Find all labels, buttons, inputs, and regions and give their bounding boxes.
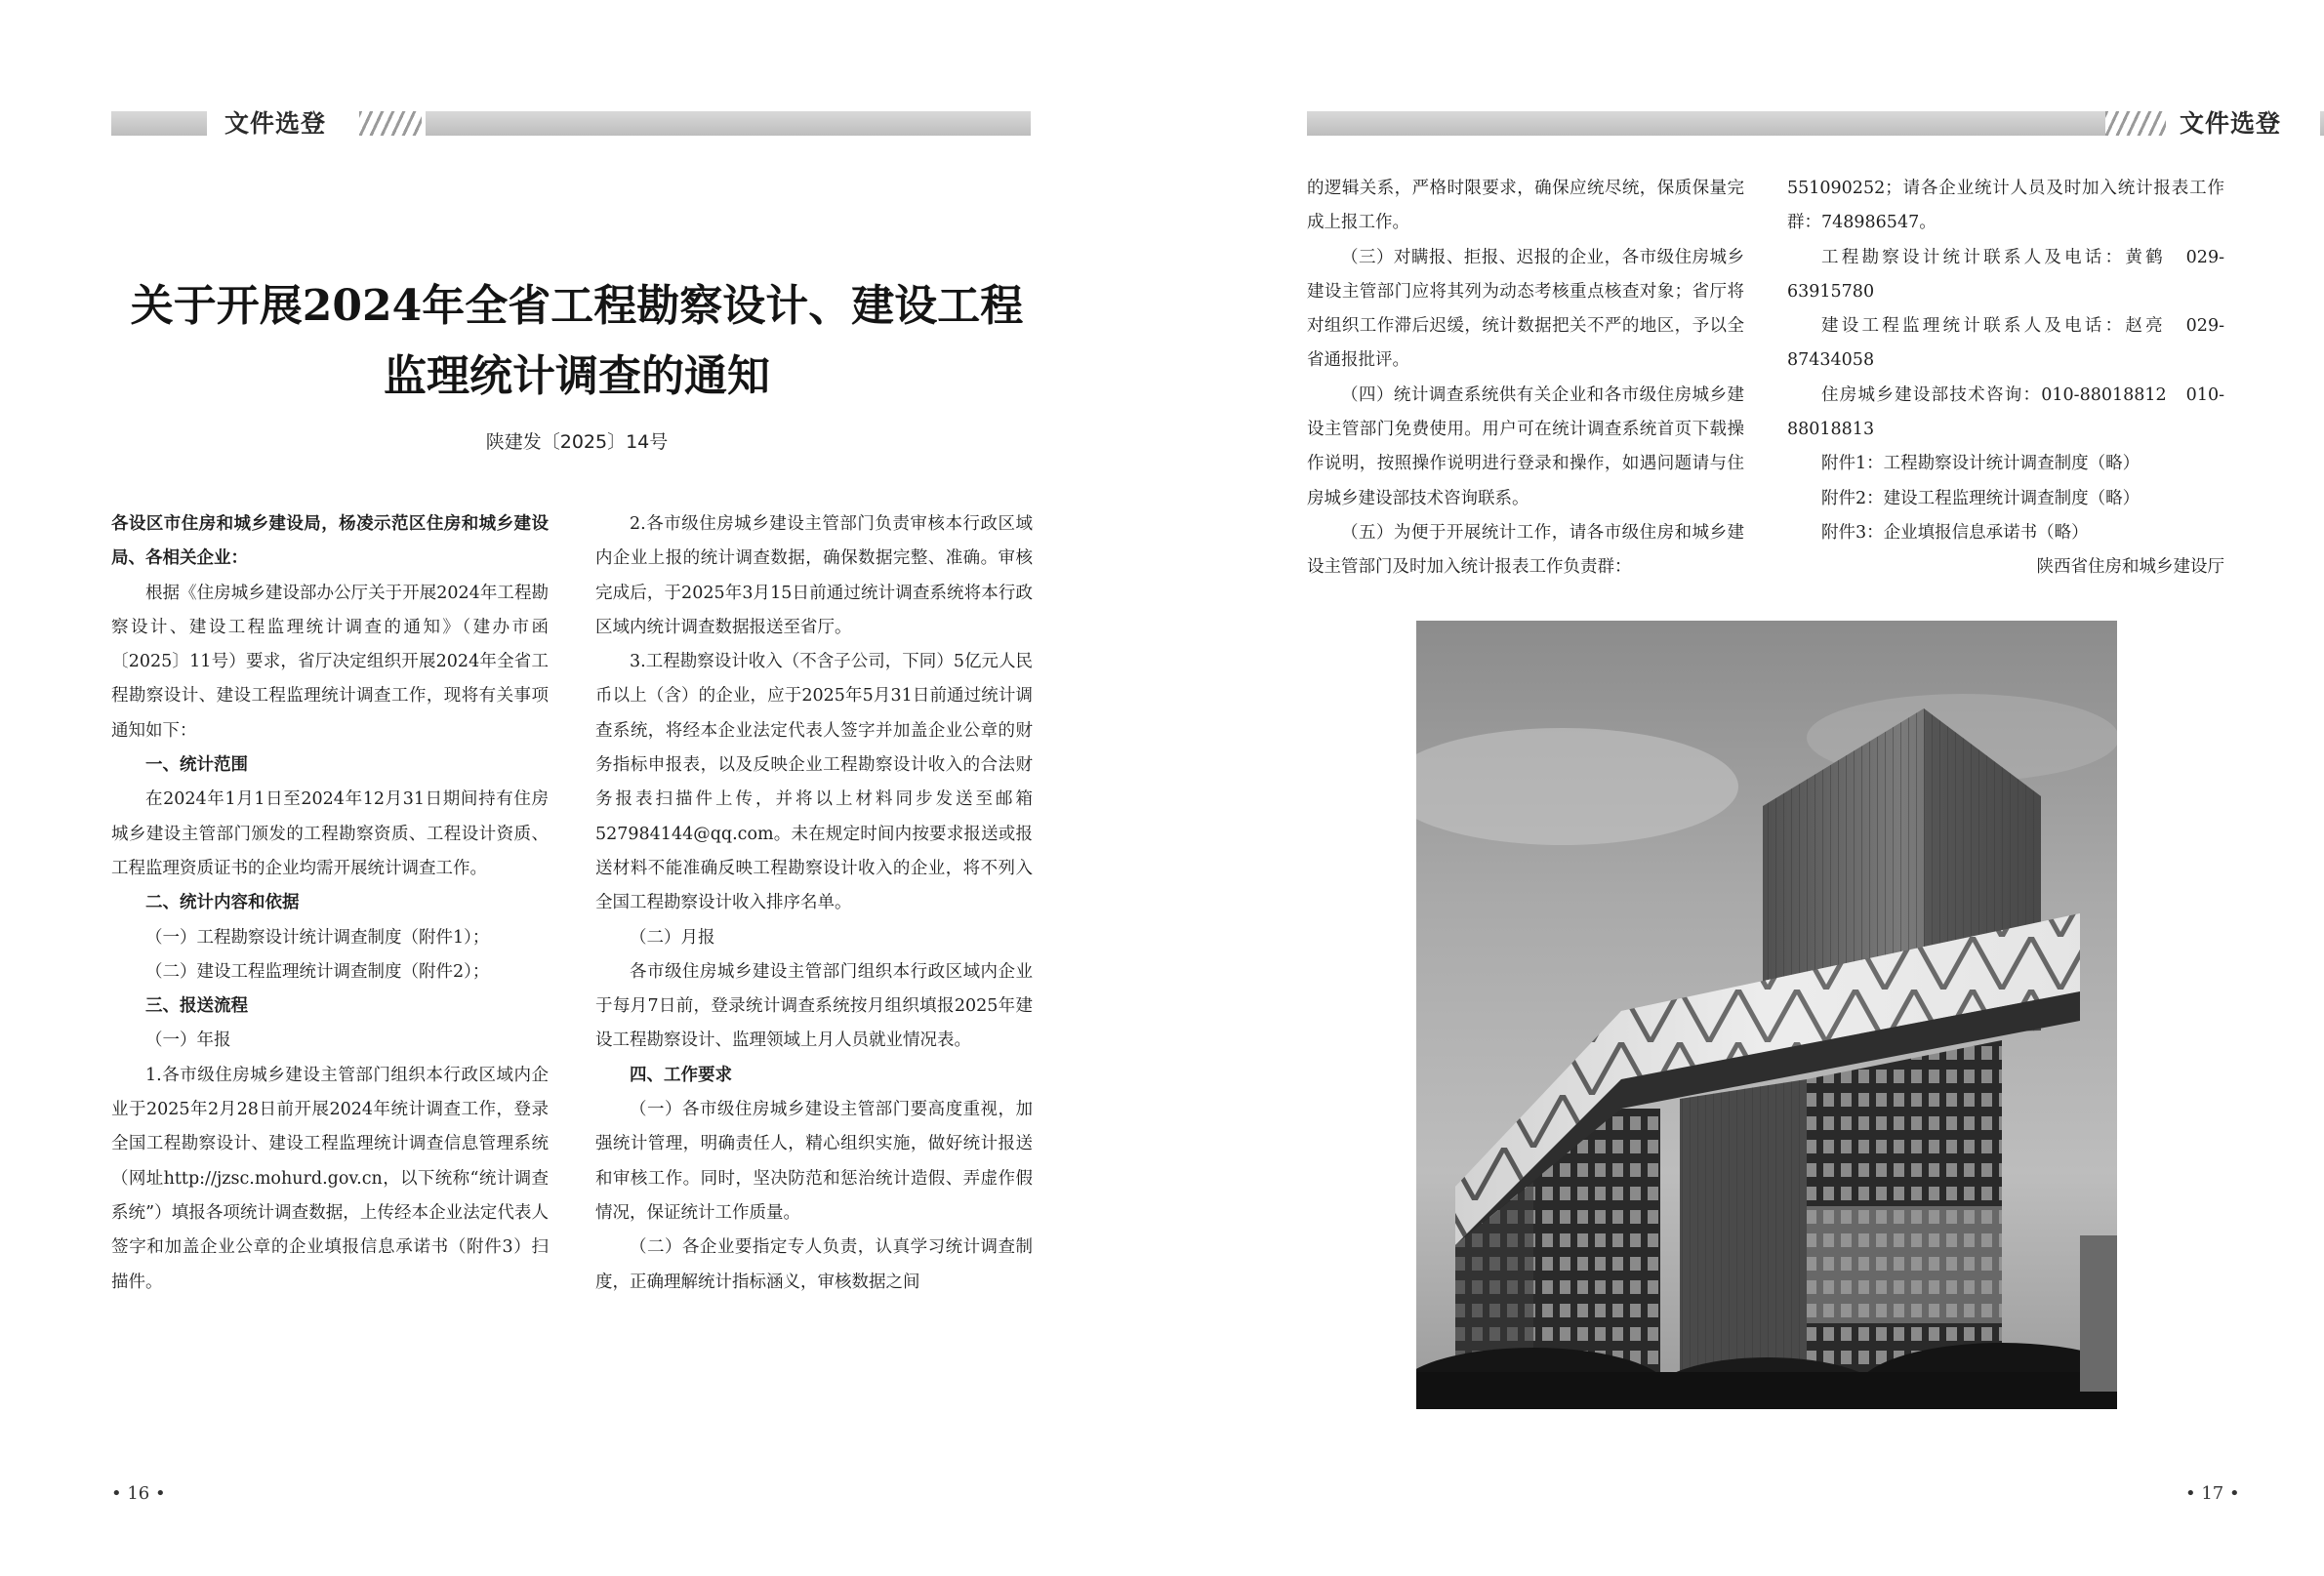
header-bar-right-segment bbox=[426, 111, 1031, 136]
section-heading: 二、统计内容和依据 bbox=[145, 893, 300, 913]
paragraph: 根据《住房城乡建设部办公厅关于开展2024年工程勘察设计、建设工程监理统计调查的通知》（建办市函〔2025〕11号）要求，省厅决定组织开展2024年全省工程勘察设计、建设工程监理统计调查工作，现将有关事项通知如下： bbox=[111, 583, 549, 741]
paragraph: 各市级住房城乡建设主管部门组织本行政区域内企业于每月7日前，登录统计调查系统按月组织填报2025年建设工程勘察设计、监理领域上月人员就业情况表。 bbox=[595, 961, 1033, 1051]
title-line-1: 关于开展2024年全省工程勘察设计、建设工程 bbox=[130, 281, 1024, 331]
paragraph: 551090252；请各企业统计人员及时加入统计报表工作群：748986547。 bbox=[1787, 179, 2224, 233]
paragraph: 在2024年1月1日至2024年12月31日期间持有住房城乡建设主管部门颁发的工程勘察资质、工程设计资质、工程监理资质证书的企业均需开展统计调查工作。 bbox=[111, 789, 549, 878]
paragraph: （四）统计调查系统供有关企业和各市级住房城乡建设主管部门免费使用。用户可在统计调查系统首页下载操作说明，按照操作说明进行登录和操作，如遇问题请与住房城乡建设部技术咨询联系。 bbox=[1307, 384, 1744, 508]
left-column-2 bbox=[595, 507, 1033, 1300]
header-bar-long-segment bbox=[1307, 111, 2105, 136]
paragraph: 的逻辑关系，严格时限要求，确保应统尽统，保质保量完成上报工作。 bbox=[1307, 179, 1744, 233]
addressee: 各设区市住房和城乡建设局，杨凌示范区住房和城乡建设局、各相关企业： bbox=[111, 514, 549, 569]
section-heading: 四、工作要求 bbox=[630, 1065, 732, 1085]
contact-line: 住房城乡建设部技术咨询：010-88018812 010-88018813 bbox=[1787, 384, 2224, 440]
paragraph: 3.工程勘察设计收入（不含子公司，下同）5亿元人民币以上（含）的企业，应于2025年5月31日前通过统计调查系统，将经本企业法定代表人签字并加盖企业公章的财务指标申报表，以及反映企业工程勘察设计收入的合法财务报表扫描件上传，并将以上材料同步发送至邮箱527984144@qq.com。未在规定时间内按要求报送或报送材料不能准确反映工程勘察设计收入的企业，将不列入全国工程勘察设计收入排序名单。 bbox=[595, 652, 1033, 913]
header-hatch-decoration bbox=[2105, 111, 2166, 136]
attachment-line: 附件3：企业填报信息承诺书（略） bbox=[1821, 522, 2089, 543]
document-number: 陕建发〔2025〕14号 bbox=[485, 431, 669, 453]
paragraph: （一）工程勘察设计统计调查制度（附件1）； bbox=[145, 927, 490, 948]
title-line-2: 监理统计调查的通知 bbox=[384, 351, 770, 401]
subheading: （一）年报 bbox=[145, 1030, 231, 1051]
section-heading: 三、报送流程 bbox=[145, 996, 248, 1017]
paragraph: 2.各市级住房城乡建设主管部门负责审核本行政区域内企业上报的统计调查数据，确保数据完整、准确。审核完成后，于2025年3月15日前通过统计调查系统将本行政区域内统计调查数据报送至省厅。 bbox=[595, 514, 1033, 637]
paragraph: （五）为便于开展统计工作，请各市级住房和城乡建设主管部门及时加入统计报表工作负责群： bbox=[1307, 522, 1744, 578]
section-heading: 一、统计范围 bbox=[145, 755, 248, 776]
right-column-1 bbox=[1307, 172, 1744, 586]
article-title bbox=[109, 271, 1044, 412]
building-photo bbox=[1416, 621, 2117, 1409]
section-label: 文件选登 bbox=[2170, 105, 2291, 142]
contact-line: 工程勘察设计统计联系人及电话：黄鹤 029-63915780 bbox=[1787, 247, 2224, 302]
section-label: 文件选登 bbox=[215, 105, 336, 142]
header-bar-short-segment bbox=[2320, 111, 2324, 136]
paragraph: （一）各市级住房城乡建设主管部门要高度重视，加强统计管理，明确责任人，精心组织实施，做好统计报送和审核工作。同时，坚决防范和惩治统计造假、弄虚作假情况，保证统计工作质量。 bbox=[595, 1100, 1033, 1223]
page-number-left: • 16 • bbox=[111, 1483, 166, 1504]
attachment-line: 附件2：建设工程监理统计调查制度（略） bbox=[1821, 488, 2141, 508]
header-bar-left-segment bbox=[111, 111, 207, 136]
contact-line: 建设工程监理统计联系人及电话：赵亮 029-87434058 bbox=[1787, 316, 2224, 371]
header-hatch-decoration bbox=[359, 111, 422, 136]
right-column-2 bbox=[1787, 172, 2224, 586]
subheading: （二）月报 bbox=[630, 927, 715, 948]
paragraph: 1.各市级住房城乡建设主管部门组织本行政区域内企业于2025年2月28日前开展2024年统计调查工作，登录全国工程勘察设计、建设工程监理统计调查信息管理系统（网址http://jzsc.mohurd.gov.cn，以下统称“统计调查系统”）填报各项统计调查数据，上传经本企业法定代表人签字和加盖企业公章的企业填报信息承诺书（附件3）扫描件。 bbox=[111, 1065, 549, 1292]
page-number-right: • 17 • bbox=[2185, 1483, 2240, 1504]
paragraph: （二）各企业要指定专人负责，认真学习统计调查制度，正确理解统计指标涵义，审核数据之间 bbox=[595, 1237, 1033, 1292]
paragraph: （二）建设工程监理统计调查制度（附件2）； bbox=[145, 961, 490, 982]
right-page bbox=[1162, 0, 2324, 1576]
left-column-1 bbox=[111, 507, 549, 1300]
attachment-line: 附件1：工程勘察设计统计调查制度（略） bbox=[1821, 454, 2141, 474]
issuing-authority: 陕西省住房和城乡建设厅 bbox=[2036, 557, 2224, 578]
paragraph: （三）对瞒报、拒报、迟报的企业，各市级住房城乡建设主管部门应将其列为动态考核重点核查对象；省厅将对组织工作滞后迟缓，统计数据把关不严的地区，予以全省通报批评。 bbox=[1307, 247, 1744, 371]
